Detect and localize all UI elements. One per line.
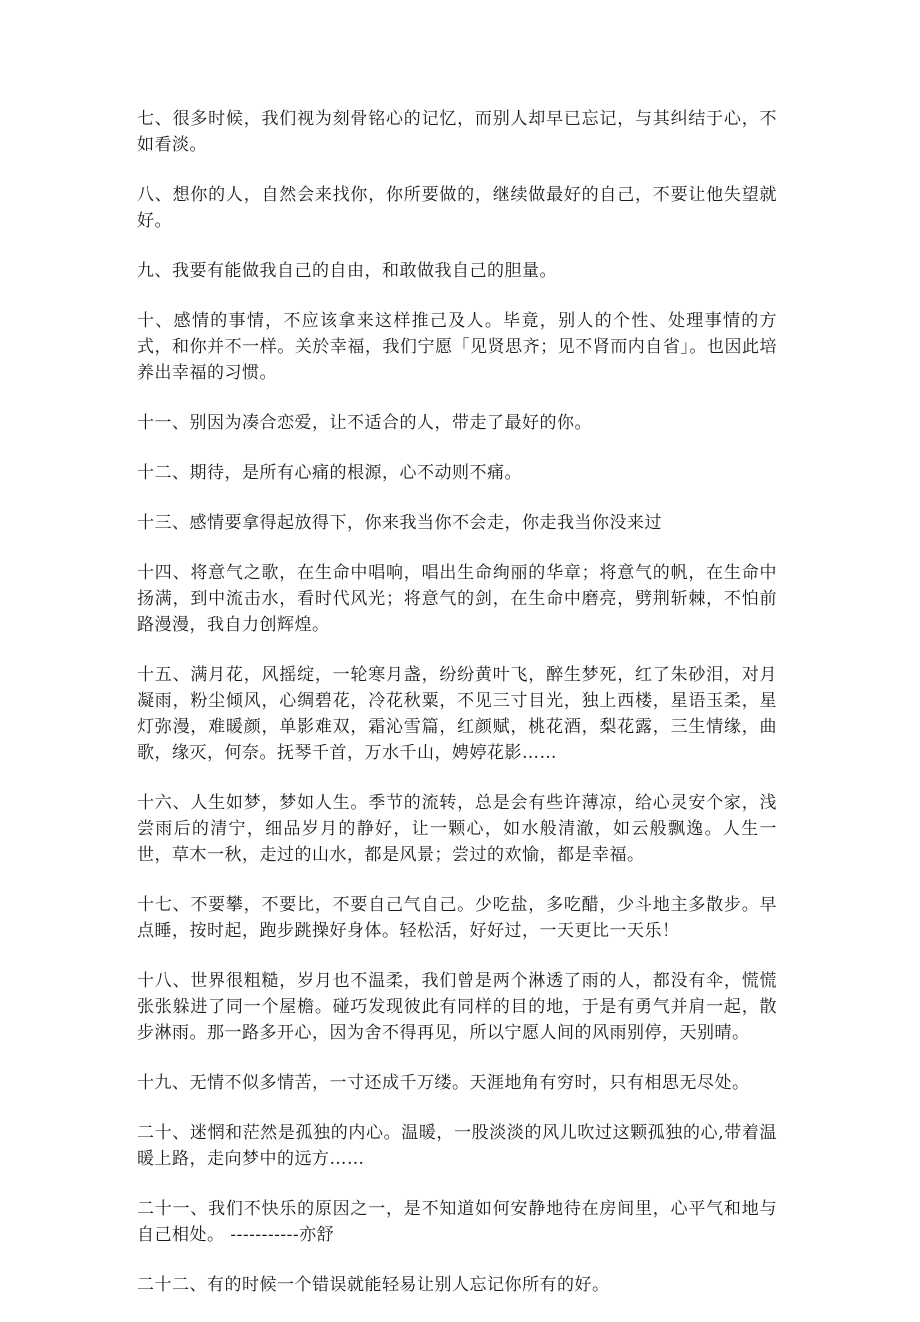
paragraph-14: 十四、将意气之歌，在生命中唱响，唱出生命绚丽的华章；将意气的帆，在生命中扬满，到中流击水，看时代风光；将意气的剑，在生命中磨亮，劈荆斩棘，不怕前路漫漫，我自力创辉煌。 (137, 563, 777, 635)
paragraph-16: 十六、人生如梦，梦如人生。季节的流转，总是会有些许薄凉，给心灵安个家，浅尝雨后的清宁，细品岁月的静好，让一颗心，如水般清澈，如云般飘逸。人生一世，草木一秋，走过的山水，都是风景；尝过的欢愉，都是幸福。 (137, 793, 777, 865)
paragraph-8: 八、想你的人，自然会来找你，你所要做的，继续做最好的自己，不要让他失望就好。 (137, 185, 777, 231)
paragraph-19: 十九、无情不似多情苦，一寸还成千万缕。天涯地角有穷时，只有相思无尽处。 (137, 1073, 750, 1093)
paragraph-20: 二十、迷惘和茫然是孤独的内心。温暖，一股淡淡的风儿吹过这颗孤独的心,带着温暖上路，走向梦中的远方…… (137, 1123, 777, 1169)
paragraph-13: 十三、感情要拿得起放得下，你来我当你不会走，你走我当你没来过 (137, 513, 662, 533)
paragraph-9: 九、我要有能做我自己的自由，和敢做我自己的胆量。 (137, 261, 557, 281)
paragraph-17: 十七、不要攀，不要比，不要自己气自己。少吃盐，多吃醋，少斗地主多散步。早点睡，按时起，跑步跳操好身体。轻松活，好好过，一天更比一天乐！ (137, 895, 777, 941)
paragraph-11: 十一、别因为凑合恋爱，让不适合的人，带走了最好的你。 (137, 413, 592, 433)
paragraph-10: 十、感情的事情，不应该拿来这样推己及人。毕竟，别人的个性、处理事情的方式，和你并不一样。关於幸福，我们宁愿「见贤思齐；见不肾而内自省」。也因此培养出幸福的习惯。 (137, 311, 777, 383)
paragraph-15: 十五、满月花，风摇绽，一轮寒月盏，纷纷黄叶飞，醉生梦死，红了朱砂泪，对月凝雨，粉尘倾风，心绸碧花，冷花秋粟，不见三寸目光，独上西楼，星语玉柔，星灯弥漫，难暖颜，单影难双，霜沁雪篇，红颜赋，桃花酒，梨花露，三生情缘，曲歌，缘灭，何奈。抚琴千首，万水千山，娉婷花影…… (137, 665, 777, 763)
paragraph-21: 二十一、我们不快乐的原因之一，是不知道如何安静地待在房间里，心平气和地与自己相处。 -----------亦舒 (137, 1199, 777, 1245)
paragraph-18: 十八、世界很粗糙，岁月也不温柔，我们曾是两个淋透了雨的人，都没有伞，慌慌张张躲进了同一个屋檐。碰巧发现彼此有同样的目的地，于是有勇气并肩一起，散步淋雨。那一路多开心，因为舍不得再见，所以宁愿人间的风雨别停，天别晴。 (137, 971, 777, 1043)
paragraph-22: 二十二、有的时候一个错误就能轻易让别人忘记你所有的好。 (137, 1275, 610, 1295)
document-body (137, 106, 777, 1322)
paragraph-12: 十二、期待，是所有心痛的根源，心不动则不痛。 (137, 463, 522, 483)
paragraph-7: 七、很多时候，我们视为刻骨铭心的记忆，而别人却早已忘记，与其纠结于心，不如看淡。 (137, 109, 777, 155)
